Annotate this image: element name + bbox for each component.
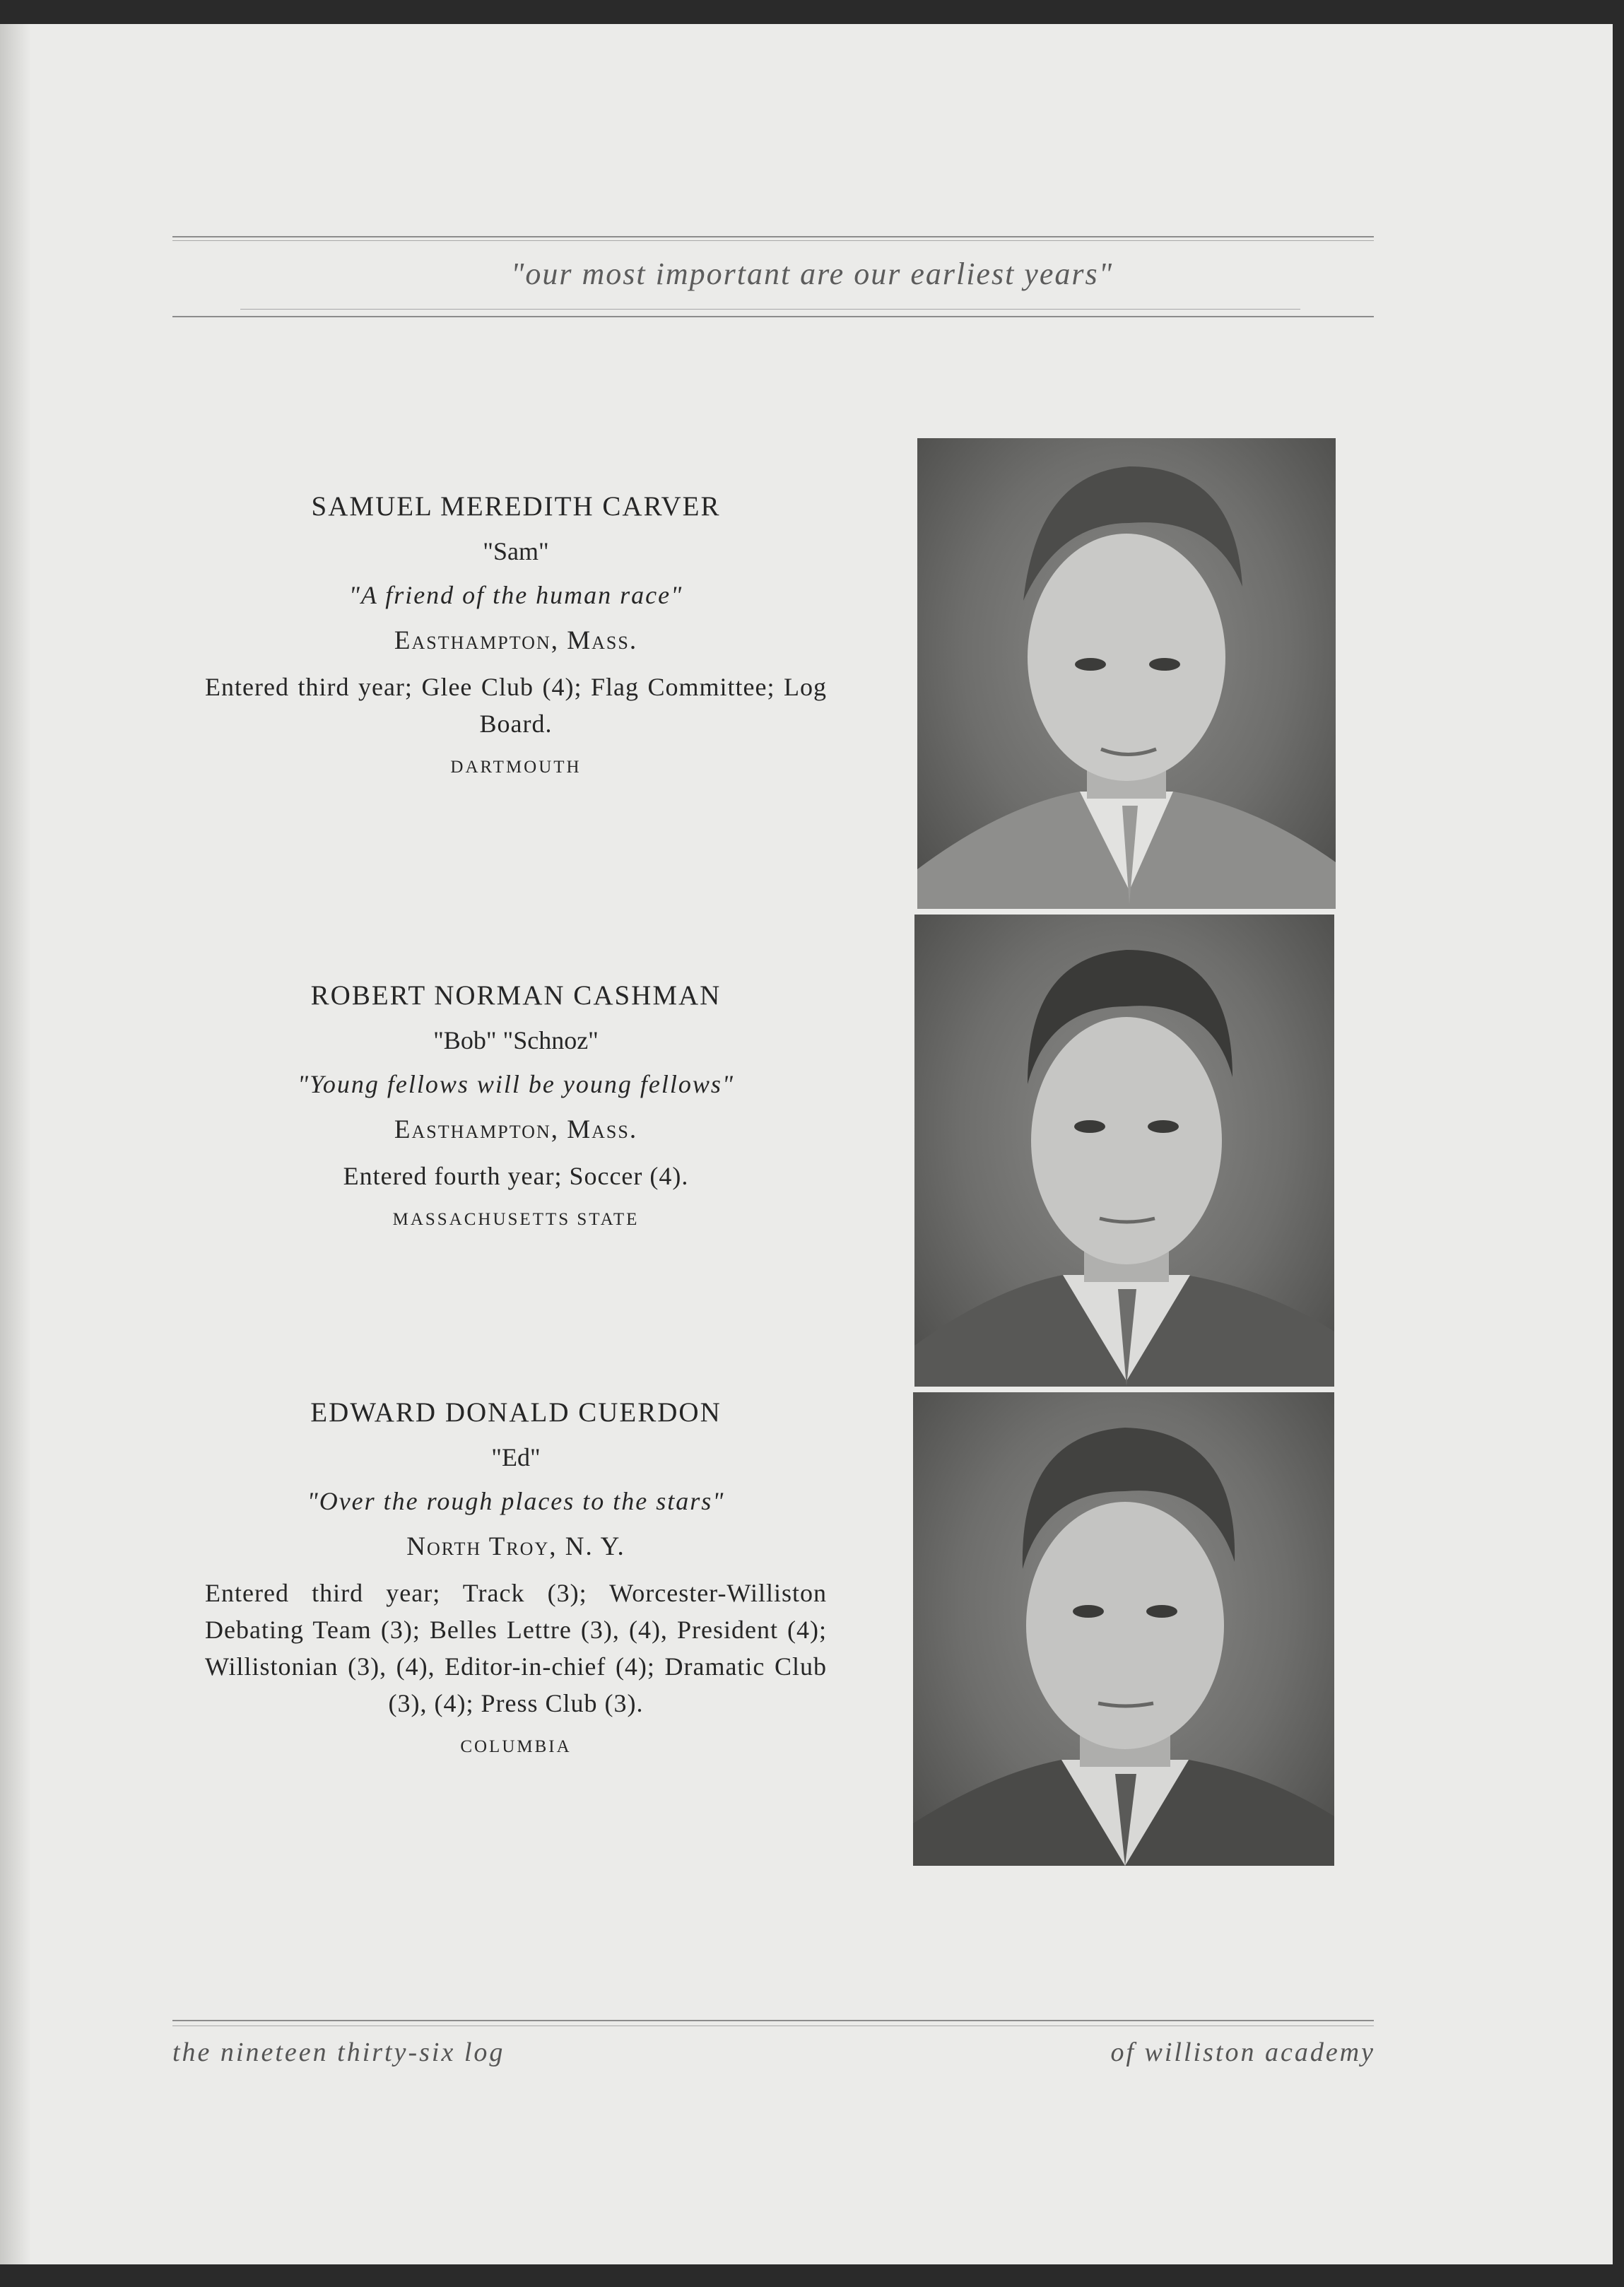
student-nickname: "Sam" [483, 537, 549, 565]
student-entry [191, 980, 841, 1230]
portrait-silhouette-icon [917, 438, 1336, 909]
student-activities: Entered fourth year; Soccer (4). [343, 1162, 689, 1190]
student-quote: "Over the rough places to the stars" [307, 1487, 725, 1515]
student-college: COLUMBIA [460, 1737, 572, 1756]
header-rule-top-thin [172, 240, 1374, 241]
student-activities: Entered third year; Glee Club (4); Flag Committee; Log Board. [205, 673, 827, 738]
student-quote: "A friend of the human race" [348, 581, 683, 609]
student-entry [191, 490, 841, 777]
student-entry [191, 1397, 841, 1757]
student-college: DARTMOUTH [450, 758, 582, 777]
student-hometown: Easthampton, Mass. [394, 626, 638, 655]
portrait-photo [913, 1392, 1334, 1866]
student-activities: Entered third year; Track (3); Worcester-Williston Debating Team (3); Belles Lettre (3), (4), President (4); Willistonian (3), (4), Editor-in-chief (4); Dramatic Club (3), (4); Press Club (3). [205, 1579, 827, 1717]
portrait-silhouette-icon [913, 1392, 1334, 1866]
portrait-silhouette-icon [914, 915, 1334, 1387]
header-rule-bottom [172, 316, 1374, 317]
student-name: EDWARD DONALD CUERDON [310, 1397, 722, 1428]
footer-rule [172, 2020, 1374, 2021]
footer-right-text: of williston academy [1110, 2038, 1375, 2067]
student-hometown: Easthampton, Mass. [394, 1115, 638, 1144]
student-name: ROBERT NORMAN CASHMAN [310, 980, 722, 1011]
page-binding-shadow [0, 24, 31, 2264]
header-rule-top [172, 236, 1374, 237]
student-name: SAMUEL MEREDITH CARVER [311, 491, 721, 522]
page-motto: "our most important are our earliest years" [510, 257, 1114, 291]
header-rule-bottom-thin [240, 309, 1300, 310]
student-nickname: "Bob" "Schnoz" [433, 1026, 599, 1054]
student-nickname: "Ed" [491, 1443, 541, 1471]
portrait-photo [914, 915, 1334, 1387]
student-college: MASSACHUSETTS STATE [392, 1210, 640, 1229]
student-quote: "Young fellows will be young fellows" [298, 1070, 734, 1098]
footer-left-text: the nineteen thirty-six log [172, 2038, 505, 2067]
student-hometown: North Troy, N. Y. [406, 1532, 625, 1561]
portrait-photo [917, 438, 1336, 909]
